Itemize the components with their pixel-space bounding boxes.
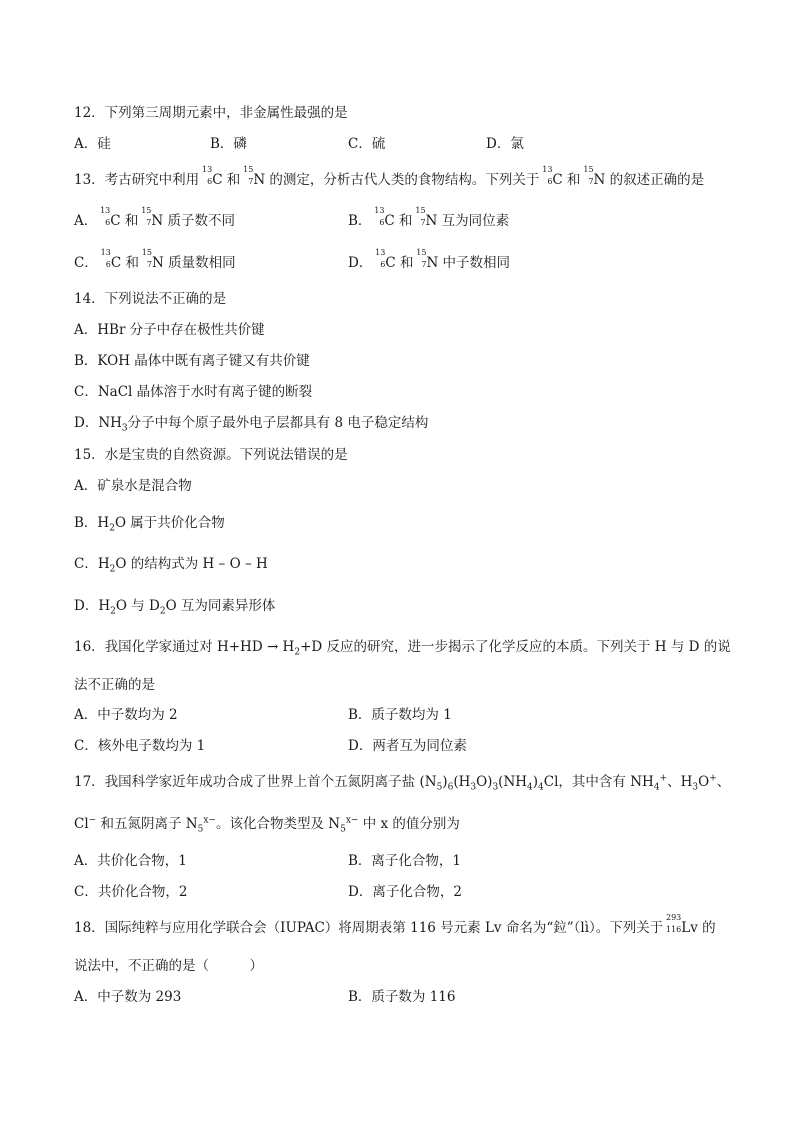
q16-options-row2 [74, 737, 734, 755]
isotope-c13: 13 6 [542, 165, 553, 186]
q14-option-b: B．KOH 晶体中既有离子键又有共价键 [74, 353, 310, 369]
q13-option-c: C． 13 6 C 和 15 7 N 质量数相同 [74, 248, 236, 271]
q12-options [74, 135, 734, 153]
isotope-c13: 13 6 [202, 165, 213, 186]
q14-option-c: C．NaCl 晶体溶于水时有离子键的断裂 [74, 384, 313, 400]
q13-option-a: A． 13 6 C 和 15 7 N 质子数不同 [74, 206, 235, 229]
q12-stem: 12．下列第三周期元素中，非金属性最强的是 [74, 105, 348, 121]
q12-option-d: D．氯 [486, 136, 524, 152]
q16-stem: 16．我国化学家通过对 $H+HD \to H_2+D$ 反应的研究，进一步揭示了化学反应的本质。下列关于 H 与 D 的说 [74, 639, 731, 658]
q18-options-row1 [74, 988, 734, 1006]
q16-option-c: C．核外电子数均为 1 [74, 738, 206, 754]
q13-options-row1 [74, 206, 734, 230]
isotope-n15: 15 7 [243, 165, 254, 186]
q17-option-c: C．共价化合物，2 [74, 884, 188, 900]
q18-option-a: A．中子数为 293 [74, 989, 182, 1005]
q13-options-row2 [74, 248, 734, 272]
q15-option-d: D．$H_2O$ 与 $D_2O$ 互为同素异形体 [74, 598, 276, 617]
q15-option-b: B．$H_2O$ 属于共价化合物 [74, 515, 225, 534]
q12-option-c: C．硫 [348, 136, 386, 152]
q14-option-d: D．$NH_3$分子中每个原子最外电子层都具有 8 电子稳定结构 [74, 415, 429, 434]
q13-stem: 13．考古研究中利用 13 6 C 和 15 7 N 的测定，分析古代人类的食物结构。下列关于 13 6 C 和 15 7 N 的叙述正确的是 [74, 165, 705, 188]
q14-stem: 14．下列说法不正确的是 [74, 291, 227, 307]
q16-option-a: A．中子数均为 2 [74, 707, 178, 723]
q17-option-d: D．离子化合物，2 [348, 884, 462, 900]
isotope-lv293: 293 116 [666, 913, 682, 934]
q14-option-a: A．HBr 分子中存在极性共价键 [74, 322, 265, 338]
q17-options-row2 [74, 883, 734, 901]
q17-options-row1 [74, 852, 734, 870]
q13-option-d: D． 13 6 C 和 15 7 N 中子数相同 [348, 248, 511, 271]
q18-option-b: B．质子数为 116 [348, 989, 456, 1005]
q13-option-b: B． 13 6 C 和 15 7 N 互为同位素 [348, 206, 510, 229]
q12-option-b: B．磷 [210, 136, 247, 152]
q15-option-a: A．矿泉水是混合物 [74, 478, 192, 494]
q15-stem: 15．水是宝贵的自然资源。下列说法错误的是 [74, 447, 348, 463]
q18-stem-line2: 说法中，不正确的是（ ） [74, 958, 263, 974]
q17-stem-line2: Cl− 和五氮阴离子 $N_5^{x-}$。该化合物类型及 $N_5^{x-}$ 中 x 的值分别为 [74, 815, 460, 835]
isotope-n15: 15 7 [583, 165, 594, 186]
q17-option-a: A．共价化合物，1 [74, 853, 187, 869]
q17-stem: 17．我国科学家近年成功合成了世界上首个五氮阴离子盐 $(N_5)_6(H_3O)_3(NH_4)_4Cl$，其中含有 $NH_4^+$、$H_3O^+$、 [74, 773, 731, 793]
q17-option-b: B．离子化合物，1 [348, 853, 462, 869]
q18-stem: 18．国际纯粹与应用化学联合会（IUPAC）将周期表第 116 号元素 Lv 命名为“鉝”（lì）。下列关于 293 116 Lv 的 [74, 913, 716, 936]
q16-option-d: D．两者互为同位素 [348, 738, 467, 754]
q16-options-row1 [74, 706, 734, 724]
q12-option-a: A．硅 [74, 136, 111, 152]
q15-option-c: C．$H_2O$ 的结构式为 H – O – H [74, 556, 268, 575]
q16-stem-line2: 法不正确的是 [74, 677, 155, 693]
q16-option-b: B．质子数均为 1 [348, 707, 452, 723]
